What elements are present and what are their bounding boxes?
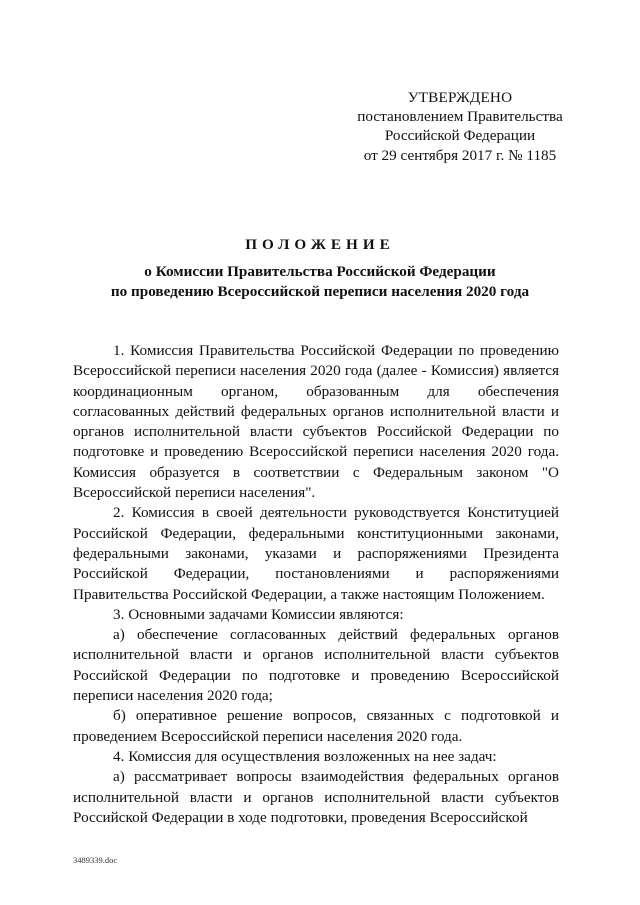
approval-line-3: от 29 сентября 2017 г. № 1185	[363, 146, 557, 164]
paragraph-3: 3. Основными задачами Комиссии являются:	[113, 605, 404, 623]
paragraph-2: 2. Комиссия в своей деятельности руководствуется Конституцией Российской Федерации, федеральными конституционными законами, федеральными законами, указами и распоряжениями Президента Российской Федерации, постановлениями и распоряжениями Правительства Российской Федерации, а также настоящим Положением.	[73, 504, 559, 603]
paragraph-3b: б) оперативное решение вопросов, связанных с подготовкой и проведением Всероссийской переписи населения 2020 года.	[73, 707, 559, 745]
footer-doc-code: 3489339.doc	[73, 855, 118, 865]
subtitle-line-2: по проведению Всероссийской переписи населения 2020 года	[110, 283, 530, 300]
document-body	[73, 341, 559, 828]
approval-heading: УТВЕРЖДЕНО	[407, 89, 513, 106]
approval-line-2: Российской Федерации	[384, 127, 536, 145]
paragraph-1: 1. Комиссия Правительства Российской Федерации по проведению Всероссийской переписи населения 2020 года (далее - Комиссия) является координационным органом, образованным для обеспечения согласованных действий федеральных органов исполнительной власти и органов исполнительной власти субъектов Российской Федерации по подготовке и проведению Всероссийской переписи населения 2020 года. Комиссия образуется в соответствии с Федеральным законом "О Всероссийской переписи населения".	[73, 342, 559, 502]
paragraph-4: 4. Комиссия для осуществления возложенных на нее задач:	[113, 747, 497, 765]
subtitle-line-1: о Комиссии Правительства Российской Федерации	[144, 263, 496, 280]
paragraph-4a: а) рассматривает вопросы взаимодействия федеральных органов исполнительной власти и органов исполнительной власти субъектов Российской Федерации в ходе подготовки, проведения Всероссийской	[73, 768, 559, 826]
approval-line-1: постановлением Правительства	[357, 108, 563, 126]
paragraph-3a: а) обеспечение согласованных действий федеральных органов исполнительной власти и органов исполнительной власти субъектов Российской Федерации по подготовке и проведению Всероссийской переписи населения 2020 года;	[73, 626, 559, 705]
document-title: ПОЛОЖЕНИЕ	[245, 236, 395, 253]
approval-block	[330, 88, 590, 165]
document-subtitle	[0, 262, 640, 302]
